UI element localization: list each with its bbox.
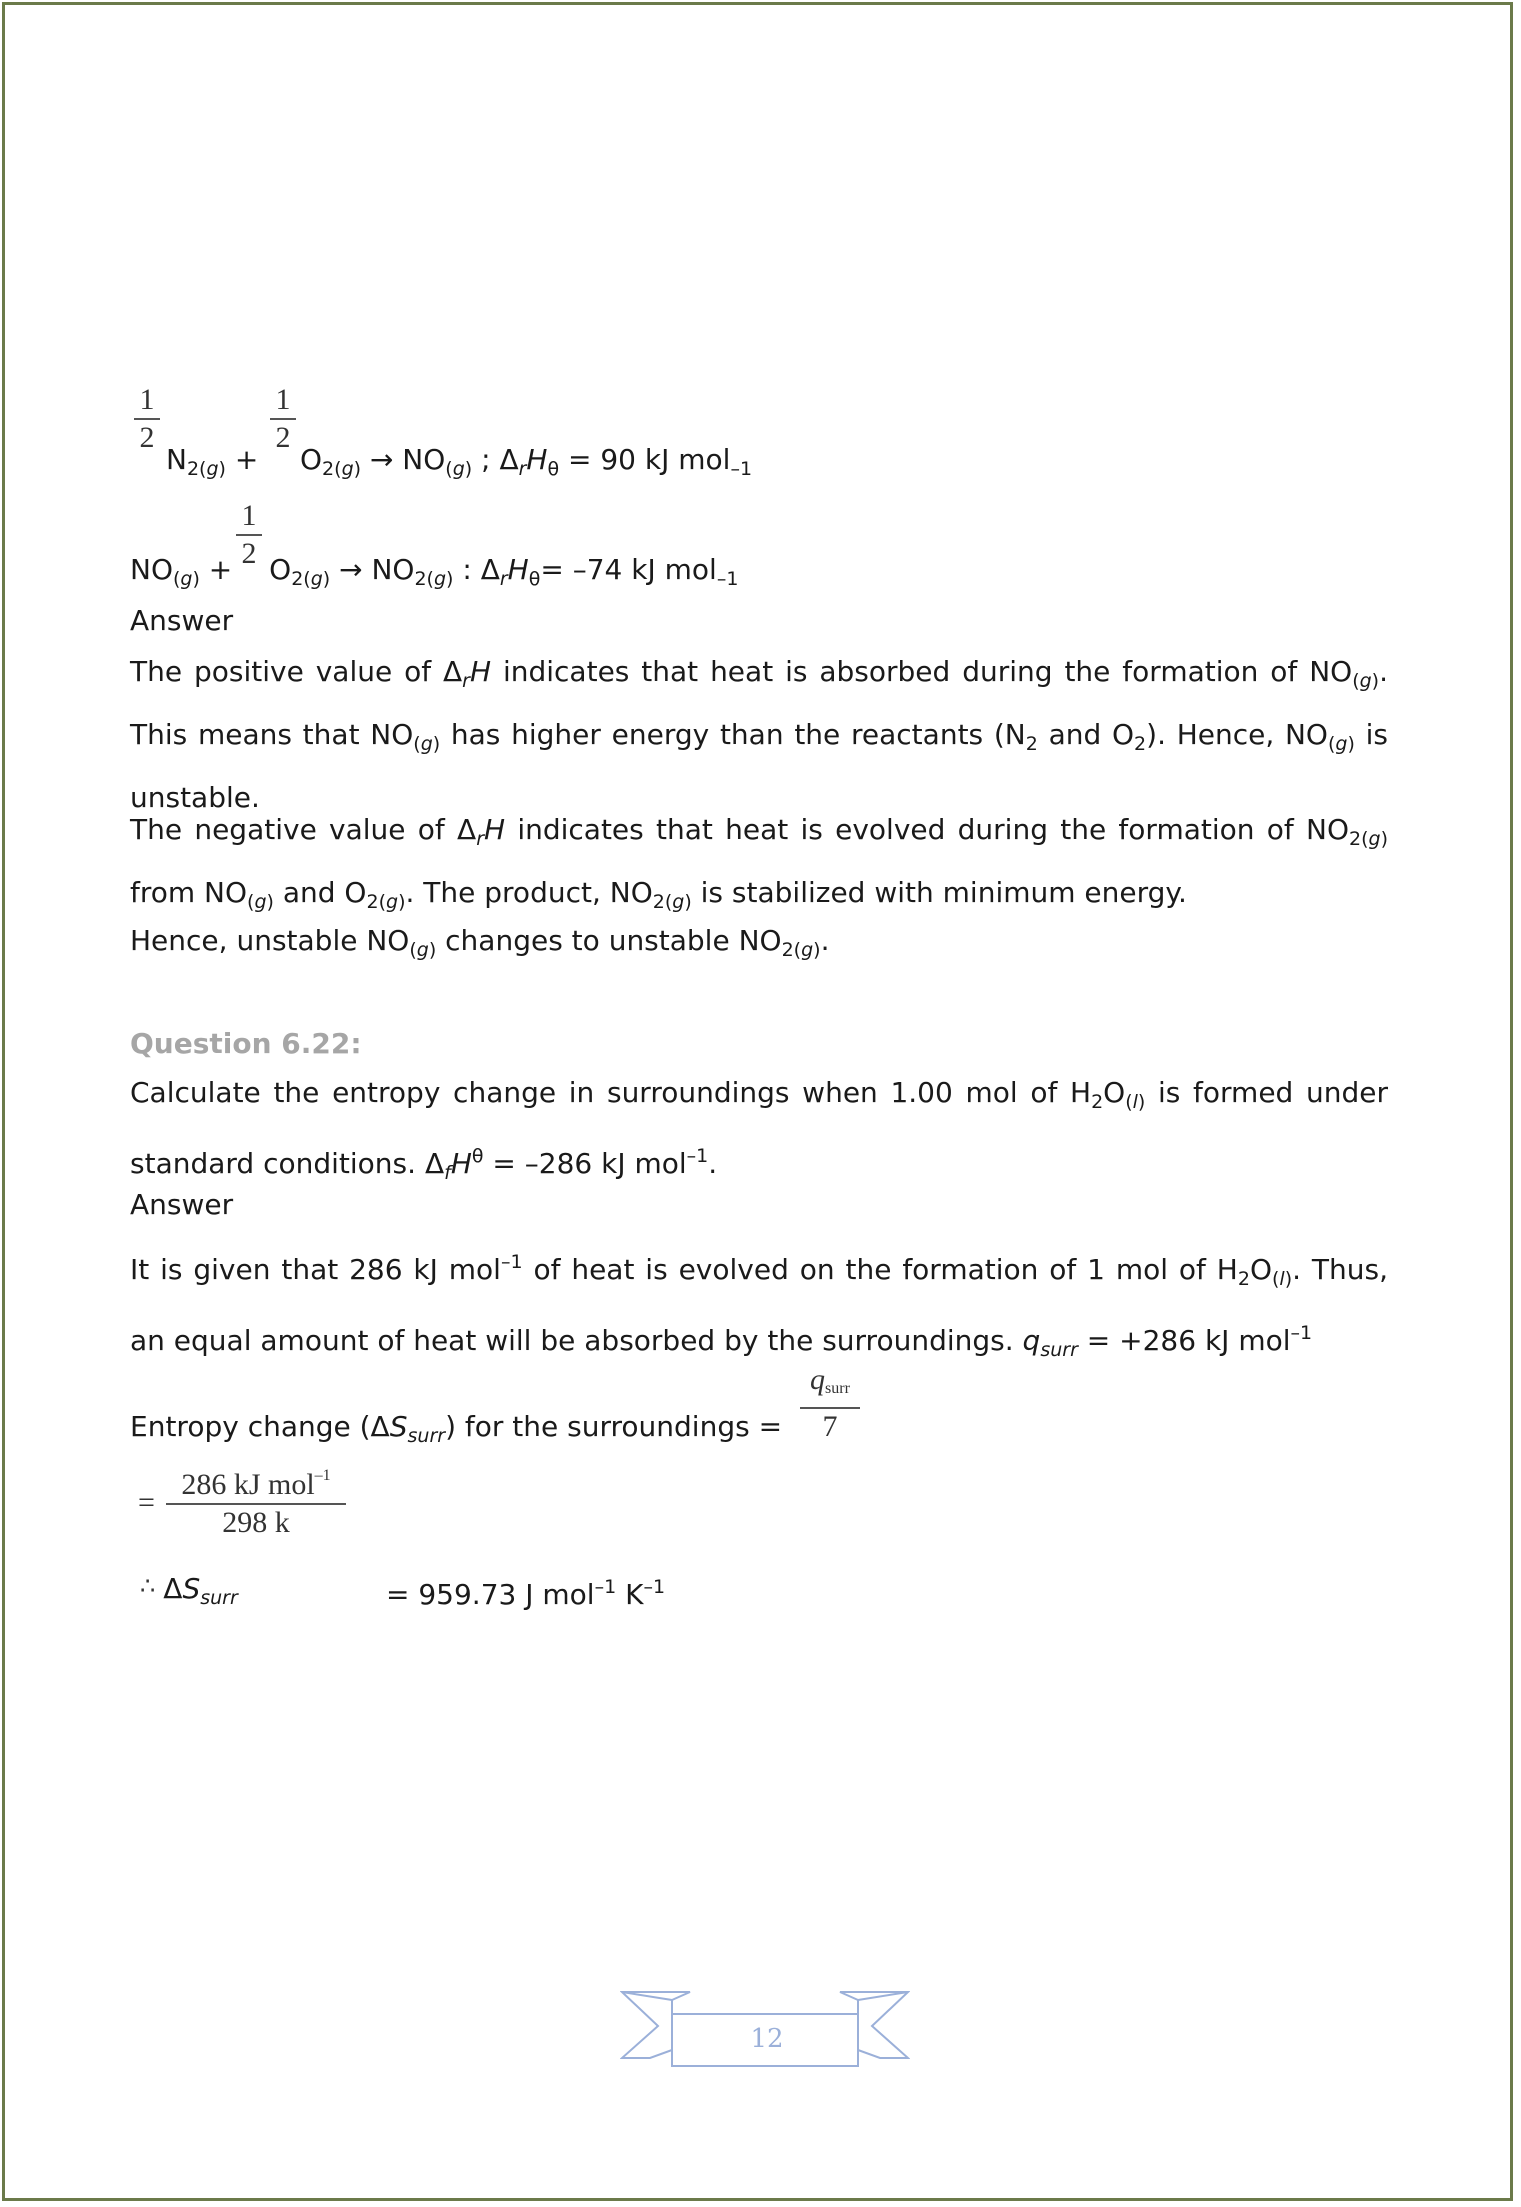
equation-2: $NO_{(g)} + O_{2(g)} \to NO_{2(g)}$ : $\Delta_rH_\theta= -74$ kJ mol$_{-1}$ (130, 553, 739, 590)
answer-1-paragraph-3: Hence, unstable $NO_{(g)}$ changes to unstable $NO_{2(g)}$. (130, 924, 830, 961)
answer-label-2: Answer (130, 1188, 234, 1221)
fraction-one-half-a: 1 2 (134, 384, 160, 454)
page-number: 12 (750, 2024, 784, 2054)
fraction-one-half-c: 1 2 (236, 500, 262, 570)
answer-2-paragraph: It is given that 286 kJ mol$^{-1}$ of heat is evolved on the formation of 1 mol of $H_2O_{(l)}$. Thus, an equal amount of heat will be absorbed by the surroundings. $q_{surr} = +286$ kJ mol$^{-1}$ (130, 1251, 1388, 1361)
answer-1-paragraph-2: The negative value of $\Delta_rH$ indicates that heat is evolved during the formation of $NO_{2(g)}$ from $NO_{(g)}$ and $O_{2(g)}$. The product, $NO_{2(g)}$ is stabilized with minimum energy. (130, 813, 1388, 913)
result-line: ∴ $\Delta S_{surr}$ (140, 1572, 238, 1609)
question-title: Question 6.22: (130, 1027, 362, 1060)
entropy-change-line: Entropy change $(\Delta S_{surr})$ for the surroundings = (130, 1410, 783, 1447)
answer-1-paragraph-1: The positive value of $\Delta_rH$ indicates that heat is absorbed during the formation of $NO_{(g)}$. This means that $NO_{(g)}$ has higher energy than the reactants ($N_2$ and $O_2$). Hence, $NO_{(g)}$ is unstable. (130, 655, 1388, 814)
equation-1-rest: $O_{2(g)} \to NO_{(g)}$ ; $\Delta_rH_\theta = 90$ kJ mol$_{-1}$ (300, 443, 753, 480)
fraction-q-surr-over-7: qsurr 7 (800, 1364, 860, 1443)
question-text: Calculate the entropy change in surroundings when 1.00 mol of $H_2O_{(l)}$ is formed under standard conditions. $\Delta_fH^\theta = -286$ kJ mol$^{-1}$. (130, 1076, 1388, 1184)
equation-1-n2: $N_{2(g)}$ + (166, 443, 259, 480)
answer-label-1: Answer (130, 604, 234, 637)
result-value: = 959.73 J mol$^{-1}$ $K^{-1}$ (386, 1576, 666, 1611)
fraction-286-over-298: 286 kJ mol$^{-1}$ 298 k (166, 1460, 346, 1539)
calc-equals: = (138, 1486, 155, 1519)
fraction-one-half-b: 1 2 (270, 384, 296, 454)
